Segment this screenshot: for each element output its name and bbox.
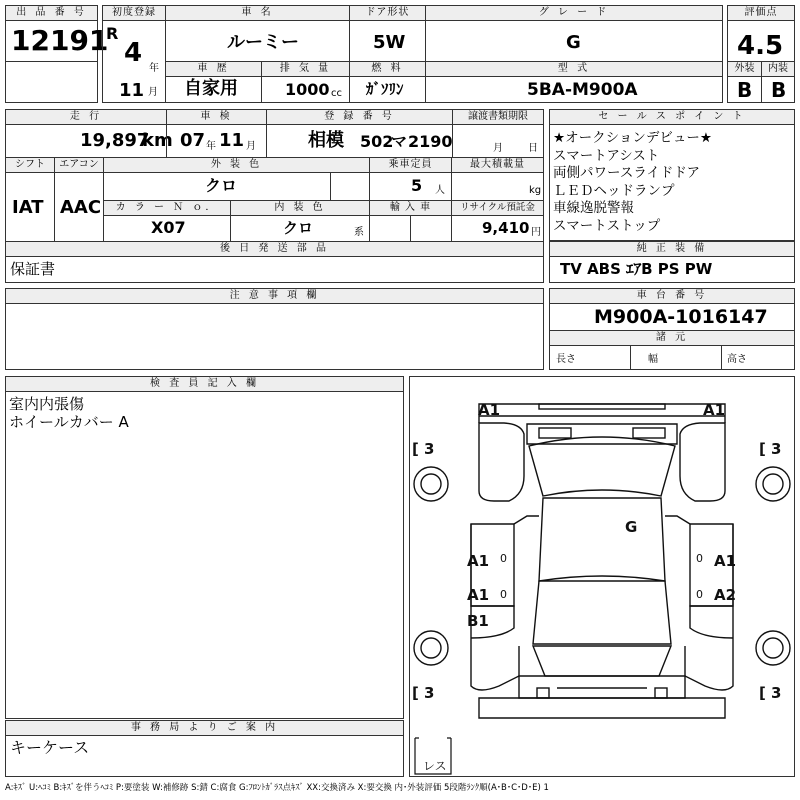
inspector-notes bbox=[9, 395, 129, 431]
tire-front-left: 3 bbox=[424, 440, 435, 458]
dimensions-header: 諸 元 bbox=[549, 330, 795, 346]
genuine-equipment: TV ABS ｴｱB PS PW bbox=[560, 260, 713, 278]
dim-width-label: 幅 bbox=[648, 354, 658, 365]
transfer-deadline-header: 譲渡書類期限 bbox=[452, 109, 544, 125]
damage-right-rear-door: A2 bbox=[714, 586, 737, 604]
import-divider bbox=[410, 215, 452, 242]
aircon: AAC bbox=[60, 197, 102, 218]
transfer-deadline-day-unit: 日 bbox=[528, 143, 538, 154]
reg-no-header: 登 録 番 号 bbox=[266, 109, 453, 125]
damage-left-rear-door: A1 bbox=[467, 586, 490, 604]
inspection-month-unit: 月 bbox=[246, 141, 256, 152]
displacement-header: 排 気 量 bbox=[261, 61, 350, 77]
sales-points-header: セ ー ル ス ポ イ ン ト bbox=[549, 109, 795, 125]
inspection-year-unit: 年 bbox=[206, 141, 216, 152]
shift: IAT bbox=[12, 197, 44, 218]
reg-no-class: 502 bbox=[360, 132, 394, 151]
doors-header: ドア形状 bbox=[349, 5, 426, 21]
fuel-header: 燃 料 bbox=[349, 61, 426, 77]
interior-header: 内装 bbox=[761, 61, 795, 77]
svg-text:[: [ bbox=[759, 440, 766, 458]
sales-point-item: ★オークションデビュー★ bbox=[553, 130, 712, 146]
zero-mark: 0 bbox=[696, 588, 703, 601]
grade: G bbox=[566, 32, 581, 53]
office-notice: キーケース bbox=[10, 738, 90, 757]
zero-mark: 0 bbox=[500, 552, 507, 565]
color-no-header: カ ラ ー Ｎ ｏ． bbox=[103, 200, 231, 216]
sales-point-item: スマートストップ bbox=[553, 217, 661, 234]
inspector-box bbox=[5, 391, 404, 719]
history: 自家用 bbox=[184, 78, 238, 99]
sales-points-list bbox=[553, 130, 712, 235]
first-reg-year: 4 bbox=[124, 38, 143, 68]
max-load-unit: kg bbox=[529, 185, 542, 196]
first-reg-month: 11 bbox=[119, 80, 145, 101]
ext-color-divider bbox=[330, 172, 370, 201]
sales-point-item: ＬＥＤヘッドランプ bbox=[553, 182, 675, 199]
history-header: 車 歴 bbox=[165, 61, 262, 77]
exterior-header: 外装 bbox=[727, 61, 762, 77]
inspector-note-item: 室内内張傷 bbox=[9, 395, 85, 413]
mileage-header: 走 行 bbox=[5, 109, 167, 125]
chassis-no: M900A-1016147 bbox=[594, 306, 768, 328]
svg-text:[: [ bbox=[412, 440, 419, 458]
damage-front-left: A1 bbox=[478, 401, 501, 419]
mileage-value: 19,897 bbox=[80, 130, 150, 151]
tire-rear-right: 3 bbox=[771, 684, 782, 702]
later-parts-header: 後 日 発 送 部 品 bbox=[5, 241, 544, 257]
notes-box bbox=[5, 303, 544, 370]
chassis-no-header: 車 台 番 号 bbox=[549, 288, 795, 304]
interior-score: B bbox=[771, 78, 787, 102]
inspection-year: 07 bbox=[180, 130, 206, 151]
reg-no-kana: マ bbox=[391, 132, 408, 151]
lot-no: 12191 bbox=[11, 24, 109, 57]
inspector-note-item: ホイールカバー A bbox=[9, 413, 129, 431]
score: 4.5 bbox=[737, 31, 784, 61]
int-color-unit: 系 bbox=[354, 227, 364, 238]
int-color: クロ bbox=[283, 219, 314, 237]
capacity-header: 乗車定員 bbox=[369, 157, 452, 173]
zero-mark: 0 bbox=[696, 552, 703, 565]
inspection-header: 車 検 bbox=[166, 109, 267, 125]
doors: 5W bbox=[373, 32, 406, 53]
shift-header: シフト bbox=[5, 157, 55, 173]
reg-no-number: 2190 bbox=[408, 132, 453, 151]
dim-length-label: 長さ bbox=[556, 354, 576, 365]
ext-color-header: 外 装 色 bbox=[103, 157, 370, 173]
legend: A:ｷｽﾞ U:ﾍｺﾐ B:ｷｽﾞを伴うﾍｺﾐ P:要塗装 W:補修跡 S:錆 C:腐食 G:ﾌﾛﾝﾄｶﾞﾗｽ点ｷｽﾞ XX:交換済み X:要交換 内･外装評価 5段階ﾗﾝｸ順(A･B･C･D･E) 1 bbox=[5, 783, 549, 793]
office-notice-header: 事 務 局 よ り ご 案 内 bbox=[5, 720, 404, 736]
tire-rear-left: 3 bbox=[424, 684, 435, 702]
transfer-deadline-month-unit: 月 bbox=[493, 143, 503, 154]
aircon-header: エアコン bbox=[54, 157, 104, 173]
genuine-equipment-header: 純 正 装 備 bbox=[549, 241, 795, 257]
car-name-header: 車 名 bbox=[165, 5, 350, 21]
recycle-value: 9,410 bbox=[482, 219, 530, 237]
score-header: 評価点 bbox=[727, 5, 795, 21]
dim-height-label: 高さ bbox=[727, 354, 747, 365]
max-load-header: 最大積載量 bbox=[451, 157, 544, 173]
damage-right-front-door: A1 bbox=[714, 552, 737, 570]
vehicle-diagram bbox=[409, 376, 795, 777]
displacement-unit: cc bbox=[331, 88, 342, 99]
reg-no-area: 相模 bbox=[308, 130, 344, 151]
damage-left-front-door: A1 bbox=[467, 552, 490, 570]
first-reg-header: 初度登録 bbox=[102, 5, 166, 21]
notes-header: 注 意 事 項 欄 bbox=[5, 288, 544, 304]
car-name: ルーミー bbox=[227, 32, 299, 53]
lot-no-blank-cell bbox=[5, 61, 98, 103]
capacity-value: 5 bbox=[411, 176, 423, 195]
spare-tire: レス bbox=[423, 759, 447, 773]
import-header: 輸 入 車 bbox=[369, 200, 452, 216]
later-parts-cell bbox=[5, 256, 544, 283]
int-color-header: 内 装 色 bbox=[230, 200, 370, 216]
inspection-month: 11 bbox=[219, 130, 245, 151]
zero-mark: 0 bbox=[500, 588, 507, 601]
displacement-value: 1000 bbox=[285, 80, 330, 99]
model-header: 型 式 bbox=[425, 61, 723, 77]
tire-front-right: 3 bbox=[771, 440, 782, 458]
sales-point-item: スマートアシスト bbox=[553, 147, 660, 164]
svg-text:[: [ bbox=[759, 684, 766, 702]
mileage-unit: km bbox=[142, 130, 173, 151]
ext-color: クロ bbox=[205, 176, 238, 195]
lot-no-header: 出 品 番 号 bbox=[5, 5, 98, 21]
damage-left-rear-lower: B1 bbox=[467, 612, 489, 630]
capacity-unit: 人 bbox=[435, 185, 445, 196]
first-reg-year-unit: 年 bbox=[149, 63, 159, 74]
svg-text:[: [ bbox=[412, 684, 419, 702]
damage-front-right: A1 bbox=[703, 401, 726, 419]
recycle-unit: 円 bbox=[531, 227, 541, 238]
sales-point-item: 両側パワースライドドア bbox=[553, 165, 701, 181]
exterior-score: B bbox=[737, 78, 753, 102]
damage-roof: G bbox=[625, 518, 638, 536]
later-parts: 保証書 bbox=[10, 260, 56, 278]
dim-width-cell bbox=[630, 345, 722, 370]
inspector-header: 検 査 員 記 入 欄 bbox=[5, 376, 404, 392]
color-no: X07 bbox=[151, 218, 186, 237]
first-reg-era: R bbox=[106, 24, 119, 43]
sales-point-item: 車線逸脱警報 bbox=[553, 200, 634, 216]
first-reg-month-unit: 月 bbox=[148, 87, 158, 98]
grade-header: グ レ ー ド bbox=[425, 5, 723, 21]
model: 5BA-M900A bbox=[527, 80, 638, 100]
recycle-header: リサイクル預託金 bbox=[451, 200, 544, 216]
fuel: ｶﾞｿﾘﾝ bbox=[366, 80, 404, 98]
